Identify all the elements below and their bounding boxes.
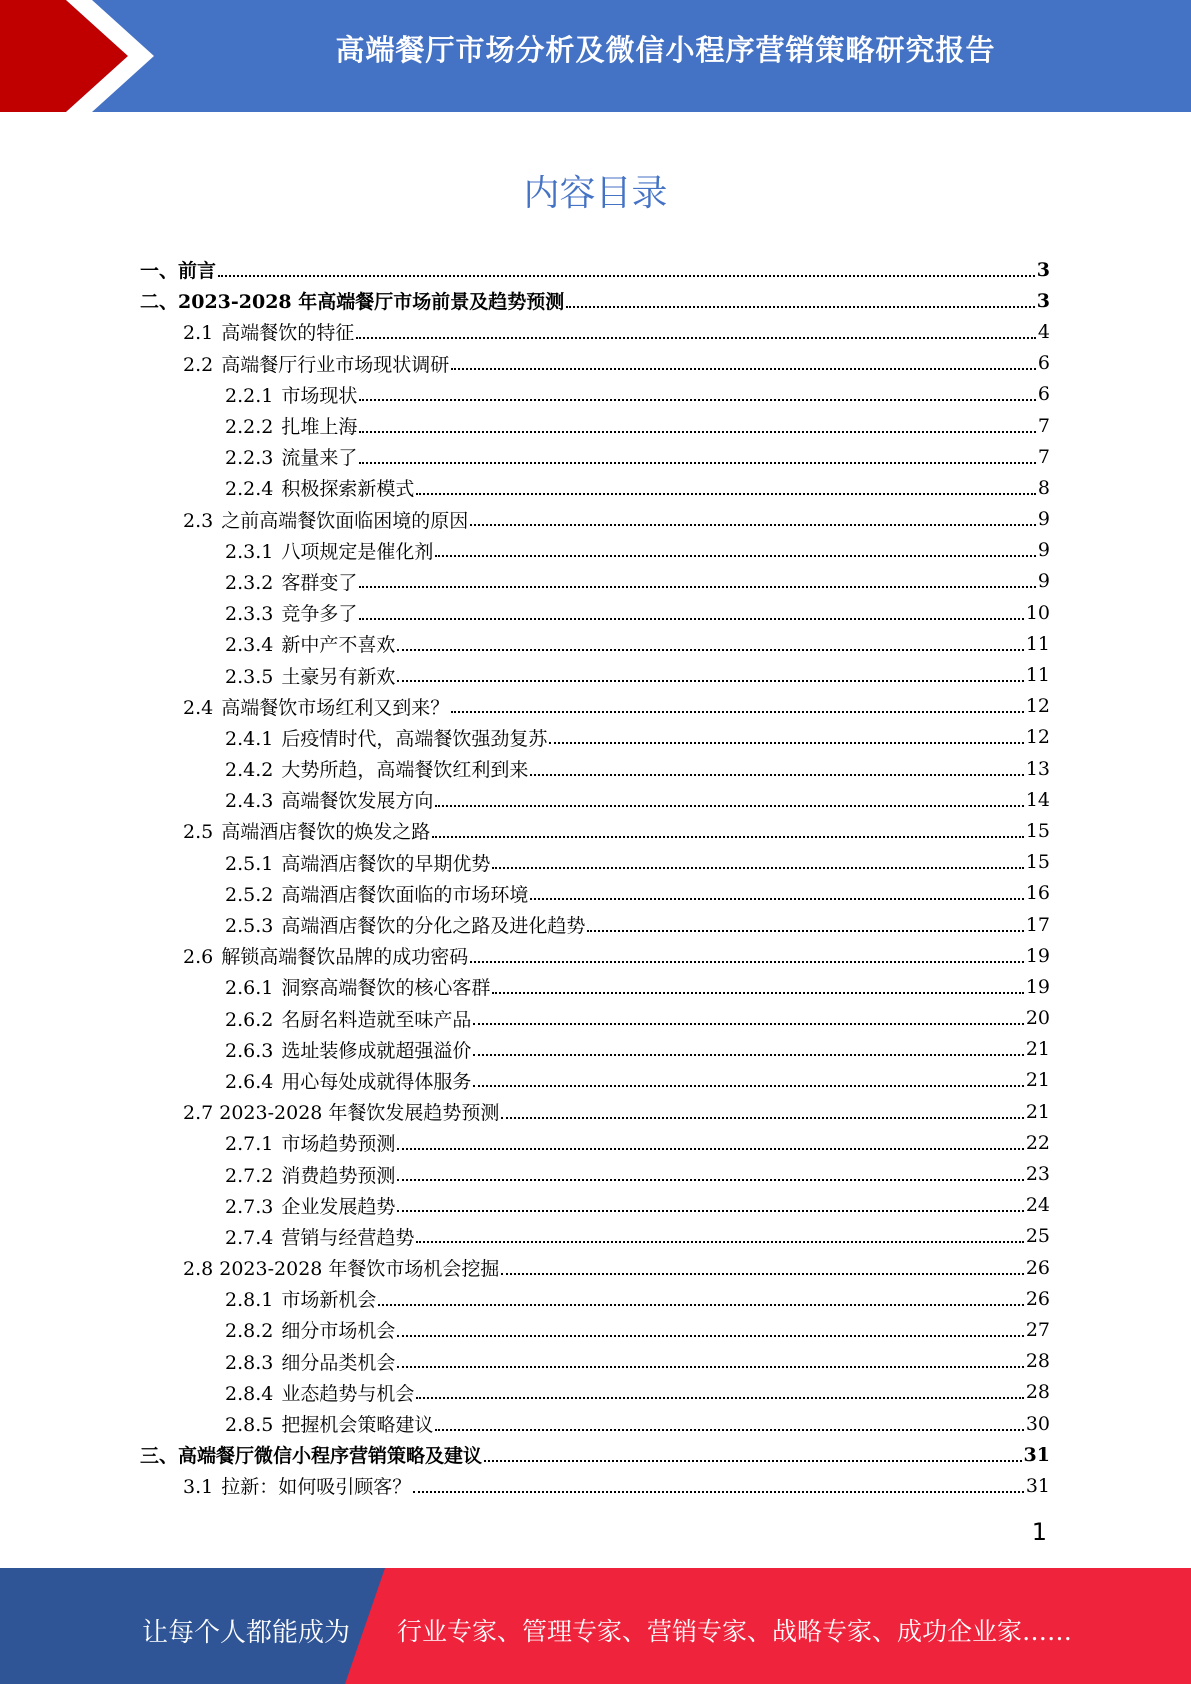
toc-entry-page: 17 — [1025, 913, 1050, 936]
toc-entry-title — [225, 786, 433, 813]
toc-entry-title — [225, 1285, 376, 1312]
toc-entry-text: 解锁高端餐饮品牌的成功密码 — [221, 946, 469, 969]
toc-dot-leader — [501, 1117, 1023, 1119]
toc-entry-page: 19 — [1025, 975, 1050, 998]
toc-entry-page: 24 — [1025, 1194, 1050, 1217]
toc-entry-page: 6 — [1037, 352, 1050, 375]
toc-entry-title — [225, 1005, 471, 1032]
toc-entry-number: 2.8.2 — [225, 1320, 274, 1343]
toc-entry-title — [140, 1441, 482, 1468]
toc-dot-leader — [435, 1429, 1023, 1431]
toc-entry-number: 2.5.2 — [225, 883, 274, 906]
toc-entry-text: 用心每处成就得体服务 — [281, 1070, 472, 1093]
toc-dot-leader — [566, 306, 1035, 308]
toc-entry[interactable] — [140, 1470, 1050, 1501]
toc-entry[interactable] — [140, 379, 1050, 410]
toc-entry-page: 13 — [1025, 757, 1050, 780]
toc-entry-page: 21 — [1025, 1100, 1050, 1123]
toc-entry-text: 营销与经营趋势 — [281, 1226, 415, 1249]
toc-dot-leader — [484, 1460, 1022, 1462]
toc-entry-title — [225, 1192, 395, 1219]
toc-entry-page: 14 — [1025, 788, 1050, 811]
toc-dot-leader — [397, 649, 1023, 651]
toc-entry-title — [225, 568, 357, 595]
toc-entry-page: 9 — [1037, 539, 1050, 562]
toc-entry-number: 2.3.3 — [225, 603, 274, 626]
toc-entry-number: 2.6 — [183, 946, 214, 969]
toc-entry-number: 2.2.1 — [225, 384, 274, 407]
toc-entry[interactable] — [140, 441, 1050, 472]
toc-dot-leader — [397, 1179, 1023, 1181]
toc-entry-text: 选址装修成就超强溢价 — [281, 1039, 472, 1062]
toc-dot-leader — [432, 836, 1024, 838]
toc-entry-title — [225, 973, 490, 1000]
toc-entry-text: 高端酒店餐饮面临的市场环境 — [281, 883, 529, 906]
toc-entry[interactable] — [140, 1065, 1050, 1096]
toc-entry-number: 2.8.1 — [225, 1289, 274, 1312]
toc-entry-title — [225, 849, 490, 876]
toc-entry-page: 27 — [1025, 1318, 1050, 1341]
toc-entry[interactable] — [140, 1190, 1050, 1221]
footer-slogan: 让每个人都能成为 — [142, 1618, 351, 1648]
toc-entry-page: 7 — [1037, 414, 1050, 437]
toc-entry-number: 2.2.3 — [225, 447, 274, 470]
toc-entry-page: 15 — [1025, 819, 1050, 842]
toc-entry-title — [225, 755, 528, 782]
toc-entry-number: 2.6.4 — [225, 1070, 274, 1093]
toc-entry-number: 2.8.4 — [225, 1382, 274, 1405]
toc-entry[interactable] — [140, 410, 1050, 441]
toc-entry[interactable] — [140, 1158, 1050, 1189]
toc-entry[interactable] — [140, 878, 1050, 909]
toc-entry[interactable] — [140, 847, 1050, 878]
toc-dot-leader — [473, 1023, 1023, 1025]
toc-entry-number: 2.4 — [183, 696, 214, 719]
toc-entry-text: 高端酒店餐饮的焕发之路 — [221, 821, 431, 844]
toc-entry-title — [225, 1161, 395, 1188]
toc-entry[interactable] — [140, 1034, 1050, 1065]
toc-entry[interactable] — [140, 504, 1050, 535]
toc-entry-title — [183, 318, 354, 345]
toc-entry-title — [225, 662, 395, 689]
toc-entry-number: 2.3 — [183, 509, 214, 532]
toc-entry-title — [183, 506, 468, 533]
toc-entry-text: 拉新：如何吸引顾客？ — [221, 1476, 412, 1499]
toc-entry-text: 洞察高端餐饮的核心客群 — [281, 977, 491, 1000]
toc-entry[interactable] — [140, 940, 1050, 971]
toc-entry-title — [225, 724, 547, 751]
toc-dot-leader — [530, 898, 1023, 900]
toc-entry[interactable] — [140, 659, 1050, 690]
toc-entry-number: 2.6.1 — [225, 977, 274, 1000]
toc-entry-text: 企业发展趋势 — [281, 1195, 396, 1218]
report-title: 高端餐厅市场分析及微信小程序营销策略研究报告 — [335, 33, 996, 67]
toc-dot-leader — [435, 555, 1036, 557]
toc-entry-page: 19 — [1025, 944, 1050, 967]
toc-entry-page: 4 — [1037, 320, 1050, 343]
toc-entry-page: 25 — [1025, 1225, 1050, 1248]
toc-entry-number: 2.4.3 — [225, 790, 274, 813]
toc-entry-title — [225, 1348, 395, 1375]
toc-entry-page: 6 — [1037, 383, 1050, 406]
toc-entry-page: 30 — [1025, 1412, 1050, 1435]
toc-entry-title — [225, 1379, 414, 1406]
toc-entry-title — [225, 443, 357, 470]
toc-entry-title — [225, 911, 585, 938]
toc-dot-leader — [359, 431, 1036, 433]
toc-dot-leader — [451, 368, 1036, 370]
footer-tagline: 行业专家、管理专家、营销专家、战略专家、成功企业家…… — [397, 1617, 1073, 1646]
toc-entry-text: 新中产不喜欢 — [281, 634, 396, 657]
toc-entry[interactable] — [140, 628, 1050, 659]
toc-entry[interactable] — [140, 722, 1050, 753]
toc-dot-leader — [416, 493, 1036, 495]
toc-entry-page: 21 — [1025, 1069, 1050, 1092]
toc-entry-title — [225, 412, 357, 439]
toc-entry[interactable] — [140, 909, 1050, 940]
toc-dot-leader — [435, 805, 1023, 807]
toc-entry[interactable] — [140, 1377, 1050, 1408]
toc-entry[interactable] — [140, 348, 1050, 379]
toc-entry-title — [183, 1254, 499, 1281]
toc-entry-number: 2.5.3 — [225, 915, 274, 938]
toc-entry[interactable] — [140, 1096, 1050, 1127]
toc-dot-leader — [356, 337, 1036, 339]
toc-entry-page: 26 — [1025, 1256, 1050, 1279]
toc-entry-title — [225, 1410, 433, 1437]
toc-entry-title — [183, 350, 449, 377]
toc-entry-text: 名厨名料造就至味产品 — [281, 1008, 472, 1031]
toc-entry-page: 3 — [1036, 289, 1050, 312]
toc-entry[interactable] — [140, 285, 1050, 316]
toc-entry-title — [183, 1472, 411, 1499]
table-of-contents — [140, 254, 1050, 1502]
toc-entry-text: 高端酒店餐饮的分化之路及进化趋势 — [281, 915, 586, 938]
toc-entry-number: 2.4.1 — [225, 727, 274, 750]
toc-entry-text: 之前高端餐饮面临困境的原因 — [221, 509, 469, 532]
toc-entry[interactable] — [140, 1252, 1050, 1283]
toc-dot-leader — [473, 1085, 1023, 1087]
toc-entry-number: 2.1 — [183, 322, 214, 345]
toc-dot-leader — [218, 275, 1035, 277]
toc-entry-title — [225, 1036, 471, 1063]
toc-entry[interactable] — [140, 472, 1050, 503]
toc-entry-text: 高端餐饮市场红利又到来？ — [221, 696, 450, 719]
toc-entry-text: 积极探索新模式 — [281, 478, 415, 501]
toc-entry[interactable] — [140, 254, 1050, 285]
toc-entry-number: 2.2.4 — [225, 478, 274, 501]
toc-entry-text: 细分品类机会 — [281, 1351, 396, 1374]
toc-entry-text: 细分市场机会 — [281, 1320, 396, 1343]
toc-entry-text: 高端餐厅行业市场现状调研 — [221, 353, 450, 376]
toc-entry-number: 3.1 — [183, 1476, 214, 1499]
toc-entry[interactable] — [140, 1314, 1050, 1345]
toc-entry-title — [225, 1129, 395, 1156]
toc-dot-leader — [501, 1273, 1023, 1275]
toc-entry-text: 高端餐饮发展方向 — [281, 790, 434, 813]
toc-entry-title — [183, 817, 430, 844]
toc-entry-title — [183, 942, 468, 969]
toc-entry-page: 8 — [1037, 476, 1050, 499]
toc-entry-text: 高端餐饮的特征 — [221, 322, 355, 345]
toc-entry[interactable] — [140, 971, 1050, 1002]
toc-entry-page: 7 — [1037, 445, 1050, 468]
toc-entry[interactable] — [140, 535, 1050, 566]
toc-entry-number: 2.7.1 — [225, 1133, 274, 1156]
toc-entry-number: 2.5.1 — [225, 852, 274, 875]
footer-banner — [0, 1568, 1191, 1684]
toc-heading: 内容目录 — [523, 173, 668, 214]
toc-dot-leader — [413, 1491, 1024, 1493]
toc-entry-number: 2.8.3 — [225, 1351, 274, 1374]
toc-entry-text: 八项规定是催化剂 — [281, 540, 434, 563]
toc-entry[interactable] — [140, 815, 1050, 846]
toc-entry-title — [225, 1067, 471, 1094]
toc-entry-title — [140, 287, 564, 314]
toc-entry[interactable] — [140, 784, 1050, 815]
toc-entry-number: 2.7.2 — [225, 1164, 274, 1187]
toc-entry[interactable] — [140, 1283, 1050, 1314]
toc-entry-number: 2.5 — [183, 821, 214, 844]
toc-entry-text: 土豪另有新欢 — [281, 665, 396, 688]
toc-entry-title — [183, 1098, 499, 1125]
toc-entry-text: 2.8 2023-2028 年餐饮市场机会挖掘 — [183, 1258, 500, 1281]
toc-dot-leader — [451, 711, 1024, 713]
toc-entry-page: 22 — [1025, 1131, 1050, 1154]
toc-entry-text: 市场现状 — [281, 384, 358, 407]
toc-dot-leader — [359, 399, 1036, 401]
toc-entry-page: 31 — [1023, 1443, 1050, 1466]
toc-entry-page: 11 — [1025, 664, 1050, 687]
toc-dot-leader — [397, 1335, 1023, 1337]
toc-entry[interactable] — [140, 597, 1050, 628]
toc-entry-page: 11 — [1025, 632, 1050, 655]
toc-entry-number: 2.6.3 — [225, 1039, 274, 1062]
toc-entry[interactable] — [140, 691, 1050, 722]
toc-entry-number: 2.8.5 — [225, 1414, 274, 1437]
toc-entry[interactable] — [140, 1003, 1050, 1034]
toc-entry-page: 9 — [1037, 570, 1050, 593]
toc-entry-title — [225, 1316, 395, 1343]
toc-entry-page: 28 — [1025, 1381, 1050, 1404]
toc-entry-text: 消费趋势预测 — [281, 1164, 396, 1187]
toc-entry-text: 后疫情时代，高端餐饮强劲复苏 — [281, 727, 548, 750]
toc-dot-leader — [470, 524, 1036, 526]
toc-entry[interactable] — [140, 1346, 1050, 1377]
toc-dot-leader — [549, 742, 1023, 744]
toc-dot-leader — [397, 1366, 1023, 1368]
toc-entry-text: 流量来了 — [281, 447, 358, 470]
toc-entry-number: 2.3.5 — [225, 665, 274, 688]
toc-entry-number: 2.4.2 — [225, 759, 274, 782]
toc-entry-page: 20 — [1025, 1007, 1050, 1030]
toc-entry-text: 市场新机会 — [281, 1289, 377, 1312]
toc-entry[interactable] — [140, 566, 1050, 597]
toc-entry-number: 2.6.2 — [225, 1008, 274, 1031]
toc-entry-text: 竞争多了 — [281, 603, 358, 626]
toc-entry-number: 2.2 — [183, 353, 214, 376]
toc-entry-number: 2.3.2 — [225, 571, 274, 594]
toc-entry-title — [183, 693, 449, 720]
toc-dot-leader — [397, 680, 1023, 682]
toc-dot-leader — [378, 1304, 1023, 1306]
toc-entry-title — [225, 880, 528, 907]
toc-entry-text: 业态趋势与机会 — [281, 1382, 415, 1405]
toc-entry[interactable] — [140, 753, 1050, 784]
toc-entry-page: 10 — [1025, 601, 1050, 624]
toc-entry-title — [225, 1223, 414, 1250]
toc-dot-leader — [397, 1210, 1023, 1212]
toc-entry-text: 二、2023-2028 年高端餐厅市场前景及趋势预测 — [140, 291, 565, 314]
toc-entry-text: 2.7 2023-2028 年餐饮发展趋势预测 — [183, 1102, 500, 1125]
toc-dot-leader — [416, 1397, 1023, 1399]
toc-dot-leader — [359, 462, 1036, 464]
toc-dot-leader — [359, 586, 1036, 588]
toc-entry-page: 21 — [1025, 1038, 1050, 1061]
toc-entry-page: 3 — [1036, 258, 1050, 281]
toc-entry-text: 市场趋势预测 — [281, 1133, 396, 1156]
toc-dot-leader — [587, 930, 1023, 932]
toc-entry-number: 2.7.3 — [225, 1195, 274, 1218]
toc-entry[interactable] — [140, 1439, 1050, 1470]
toc-dot-leader — [397, 1148, 1023, 1150]
toc-entry-page: 23 — [1025, 1163, 1050, 1186]
header-banner — [0, 0, 1191, 112]
toc-entry-number: 2.7.4 — [225, 1226, 274, 1249]
toc-entry[interactable] — [140, 1408, 1050, 1439]
toc-dot-leader — [530, 774, 1023, 776]
toc-entry-text: 一、前言 — [140, 260, 217, 283]
toc-entry-title — [225, 630, 395, 657]
toc-entry-text: 三、高端餐厅微信小程序营销策略及建议 — [140, 1445, 483, 1468]
toc-entry-page: 9 — [1037, 508, 1050, 531]
toc-entry-page: 12 — [1025, 695, 1050, 718]
toc-dot-leader — [492, 867, 1023, 869]
toc-entry-number: 2.3.4 — [225, 634, 274, 657]
toc-entry-title — [225, 381, 357, 408]
toc-entry[interactable] — [140, 1221, 1050, 1252]
toc-entry-text: 高端酒店餐饮的早期优势 — [281, 852, 491, 875]
toc-entry[interactable] — [140, 316, 1050, 347]
toc-entry-number: 2.3.1 — [225, 540, 274, 563]
toc-dot-leader — [492, 992, 1023, 994]
toc-dot-leader — [359, 618, 1023, 620]
toc-entry-text: 扎堆上海 — [281, 416, 358, 439]
toc-entry-title — [140, 256, 216, 283]
toc-dot-leader — [473, 1054, 1023, 1056]
toc-entry-page: 31 — [1025, 1474, 1050, 1497]
toc-entry-title — [225, 599, 357, 626]
toc-entry[interactable] — [140, 1127, 1050, 1158]
toc-entry-text: 大势所趋，高端餐饮红利到来 — [281, 759, 529, 782]
toc-entry-title — [225, 474, 414, 501]
toc-entry-text: 把握机会策略建议 — [281, 1414, 434, 1437]
toc-entry-page: 16 — [1025, 882, 1050, 905]
toc-entry-page: 15 — [1025, 851, 1050, 874]
toc-entry-text: 客群变了 — [281, 571, 358, 594]
toc-dot-leader — [470, 961, 1024, 963]
toc-entry-page: 26 — [1025, 1287, 1050, 1310]
page-number: 1 — [1031, 1518, 1047, 1546]
toc-dot-leader — [416, 1241, 1023, 1243]
toc-entry-title — [225, 537, 433, 564]
toc-entry-number: 2.2.2 — [225, 416, 274, 439]
toc-entry-page: 12 — [1025, 726, 1050, 749]
toc-entry-page: 28 — [1025, 1350, 1050, 1373]
